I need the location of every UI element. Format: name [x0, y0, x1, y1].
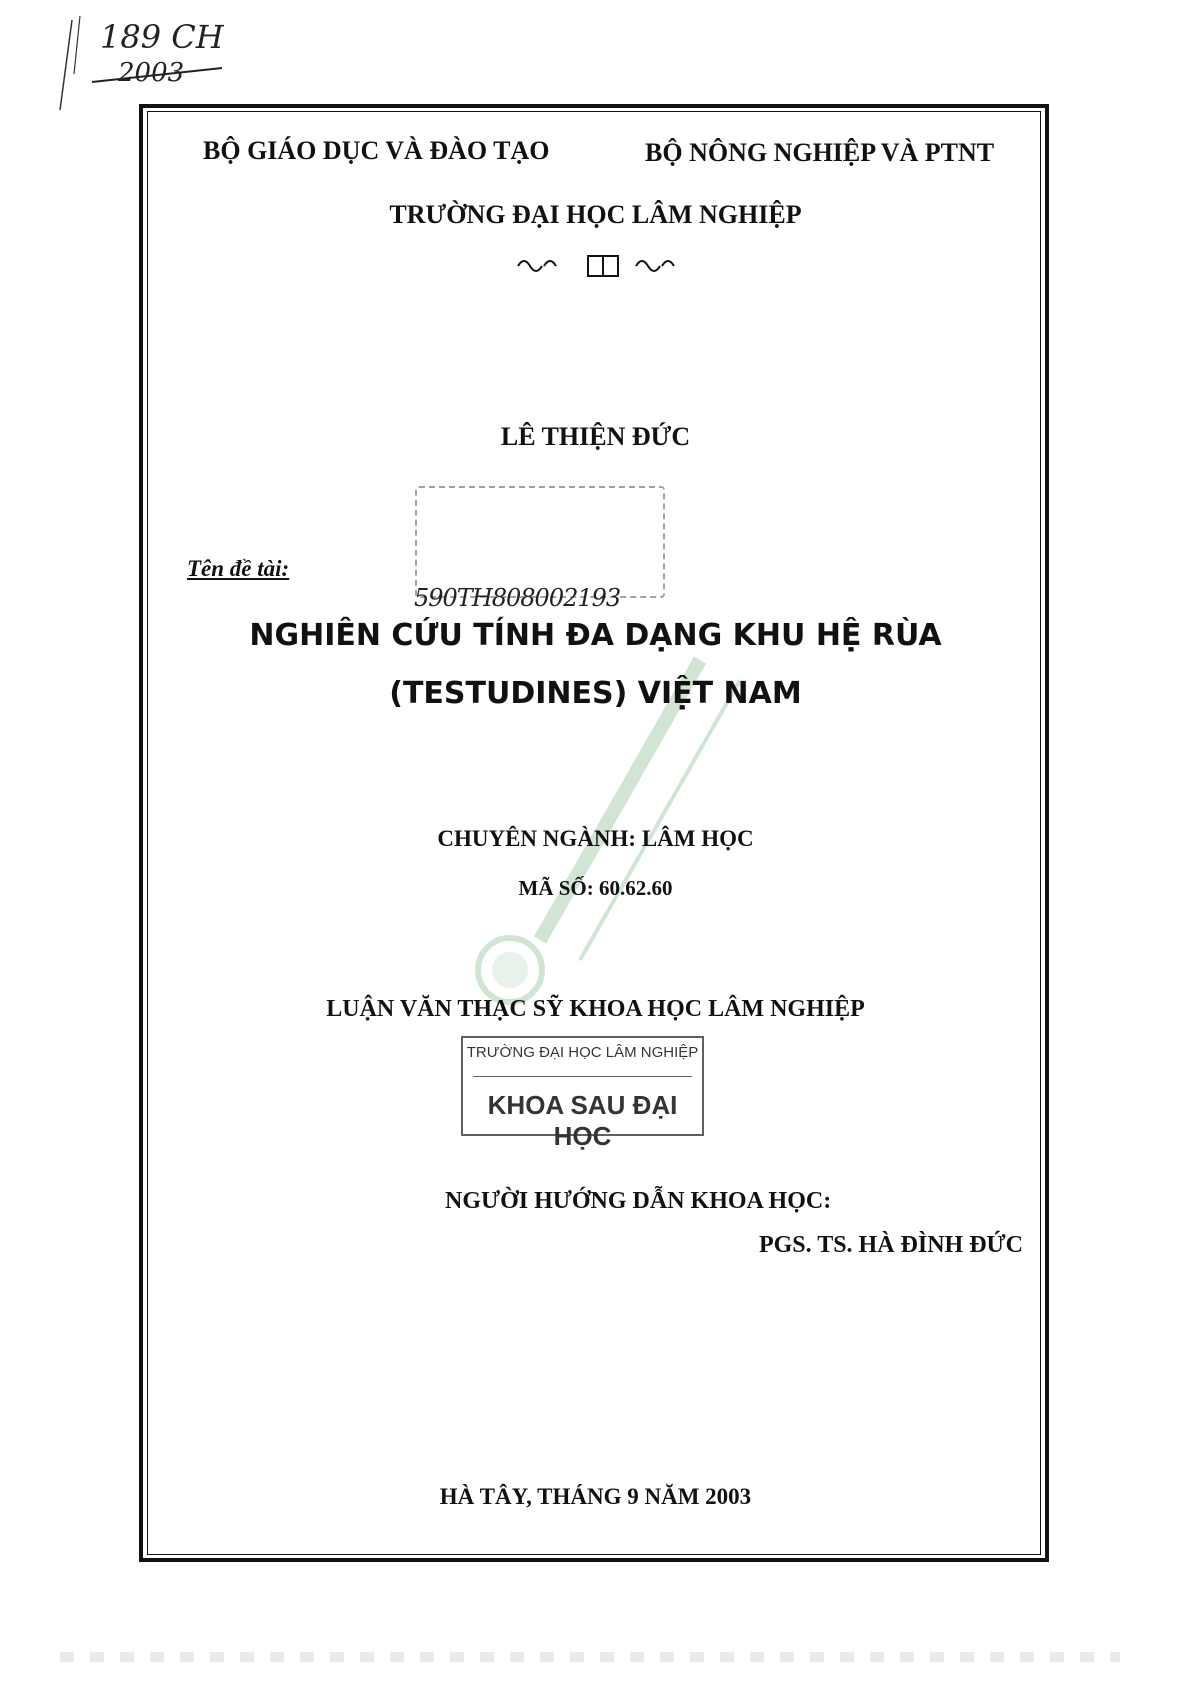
- catalog-number: 590TH808002193: [414, 584, 621, 612]
- stamp-line1: TRƯỜNG ĐẠI HỌC LÂM NGHIỆP: [466, 1044, 699, 1061]
- university-name: TRƯỜNG ĐẠI HỌC LÂM NGHIỆP: [389, 200, 802, 229]
- ornament-divider: [514, 252, 694, 280]
- handwritten-top: 189 CH: [100, 18, 224, 56]
- book-ornament-icon: [514, 252, 694, 280]
- thesis-title-line1: NGHIÊN CỨU TÍNH ĐA DẠNG KHU HỆ RÙA: [249, 618, 942, 653]
- stamp-divider: [473, 1076, 692, 1077]
- major: CHUYÊN NGÀNH: LÂM HỌC: [437, 826, 754, 851]
- thesis-title-line2: (TESTUDINES) VIỆT NAM: [389, 676, 802, 711]
- code: MÃ SỐ: 60.62.60: [518, 876, 673, 900]
- advisor-name: PGS. TS. HÀ ĐÌNH ĐỨC: [758, 1232, 1023, 1258]
- advisor-label: NGƯỜI HƯỚNG DẪN KHOA HỌC:: [445, 1188, 832, 1214]
- library-stamp-faint: [415, 486, 665, 598]
- author-name: LÊ THIỆN ĐỨC: [500, 422, 691, 451]
- faculty-stamp: [461, 1036, 704, 1151]
- handwritten-bottom: 2003: [118, 58, 185, 88]
- stamp-line2: KHOA SAU ĐẠI HỌC: [487, 1090, 678, 1151]
- topic-label: Tên đề tài:: [187, 556, 290, 581]
- degree: LUẬN VĂN THẠC SỸ KHOA HỌC LÂM NGHIỆP: [326, 996, 865, 1022]
- place-date: HÀ TÂY, THÁNG 9 NĂM 2003: [439, 1484, 752, 1509]
- scan-noise: [60, 1652, 1120, 1662]
- ministry-education: BỘ GIÁO DỤC VÀ ĐÀO TẠO: [203, 136, 550, 165]
- ministry-agriculture: BỘ NÔNG NGHIỆP VÀ PTNT: [645, 138, 995, 167]
